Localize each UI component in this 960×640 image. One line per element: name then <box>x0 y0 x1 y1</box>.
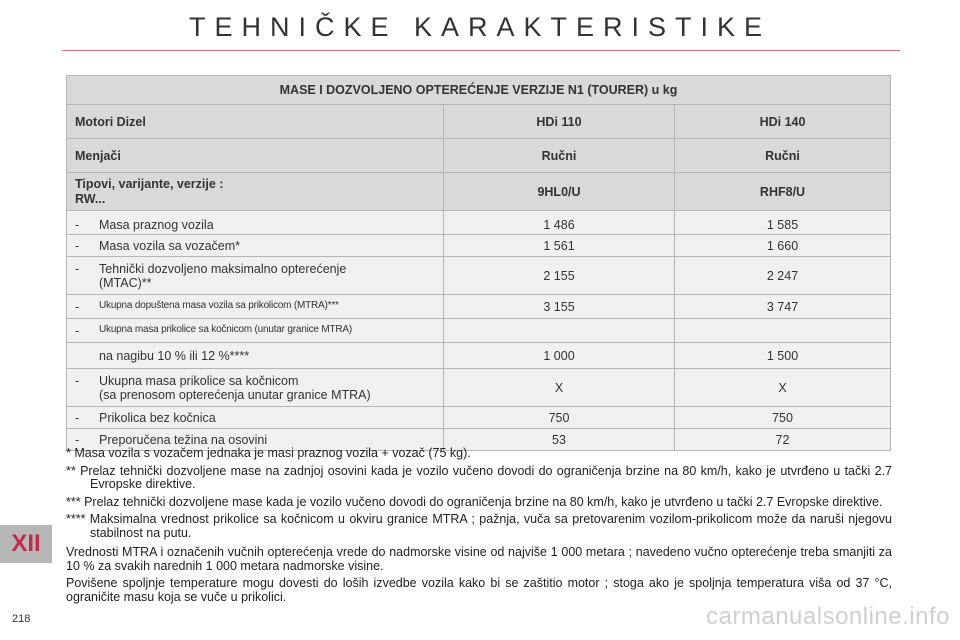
row-dash: - <box>75 238 80 253</box>
row-dash: - <box>75 299 80 314</box>
info-paragraph: Povišene spoljnje temperature mogu dovesti do loših izvedbe vozila kako bi se zaštitio motor ; stoga ako je spoljnja temperatura viša od 37 °C, ograničite masu koja se vuče u prikolici. <box>66 576 892 604</box>
type-label-line2: RW... <box>75 191 106 206</box>
notes-section <box>66 447 892 604</box>
row-label: Masa praznog vozila <box>99 218 214 232</box>
row-value-1: 3 155 <box>444 295 675 319</box>
table-row <box>67 319 891 343</box>
row-value-1: X <box>444 369 675 407</box>
type-label-line1: Tipovi, varijante, verzije : <box>75 176 224 191</box>
chapter-tab <box>0 525 52 563</box>
row-dash: - <box>75 373 80 388</box>
row-value-2: 1 660 <box>675 235 891 257</box>
row-label: Masa vozila sa vozačem* <box>99 238 241 253</box>
engine-row <box>67 105 891 139</box>
type-value-1: 9HL0/U <box>444 173 675 211</box>
type-value-2: RHF8/U <box>675 173 891 211</box>
row-value-2: 72 <box>675 429 891 451</box>
table-row <box>67 407 891 429</box>
row-label: Prikolica bez kočnica <box>99 410 216 425</box>
chapter-label: XII <box>11 530 41 557</box>
gearbox-value-1: Ručni <box>444 139 675 173</box>
page-number: 218 <box>12 613 31 625</box>
row-value-2 <box>675 319 891 343</box>
row-dash: - <box>75 323 80 338</box>
table-row <box>67 257 891 295</box>
row-label-line2: (MTAC)** <box>99 275 152 290</box>
row-value-2: X <box>675 369 891 407</box>
row-label-line1: Ukupna masa prikolice sa kočnicom <box>99 373 299 388</box>
engine-value-2: HDi 140 <box>675 105 891 139</box>
row-value-2: 2 247 <box>675 257 891 295</box>
table-row <box>67 211 891 235</box>
row-label-line1: Tehnički dozvoljeno maksimalno opterećenje <box>99 261 347 276</box>
row-value-2: 3 747 <box>675 295 891 319</box>
row-dash: - <box>75 432 80 447</box>
engine-value-1: HDi 110 <box>444 105 675 139</box>
table-row <box>67 295 891 319</box>
row-dash: - <box>75 410 80 425</box>
footnote: **** Maksimalna vrednost prikolice sa kočnicom u okviru granice MTRA ; pažnja, vuča sa pretovarenim vozilom-prikolicom može da naruši njegovu stabilnost na putu. <box>66 512 892 540</box>
row-label: Ukupna dopuštena masa vozila sa prikolicom (MTRA)*** <box>99 299 339 311</box>
page-title: TEHNIČKE KARAKTERISTIKE <box>188 12 772 42</box>
table-caption-row <box>67 76 891 105</box>
watermark: carmanualsonline.info <box>706 603 950 630</box>
footnote: ** Prelaz tehnički dozvoljene mase na zadnjoj osovini kada je vozilo vučeno dovodi do ograničenja brzine na 80 km/h, kako je utvrđeno u tački 2.7 Evropske direktive. <box>66 463 892 491</box>
gearbox-label: Menjači <box>67 139 444 173</box>
engine-label: Motori Dizel <box>67 105 444 139</box>
gearbox-value-2: Ručni <box>675 139 891 173</box>
type-row <box>67 173 891 211</box>
row-value-2: 1 585 <box>675 211 891 235</box>
table-row <box>67 235 891 257</box>
footnote: * Masa vozila s vozačem jednaka je masi praznog vozila + vozač (75 kg). <box>66 446 471 460</box>
row-value-1: 53 <box>444 429 675 451</box>
row-dash: - <box>75 218 80 232</box>
row-label: Ukupna masa prikolice sa kočnicom (unutar granice MTRA) <box>99 323 352 335</box>
row-value-2: 1 500 <box>675 343 891 369</box>
row-value-1: 1 561 <box>444 235 675 257</box>
row-dash: - <box>75 261 80 276</box>
table-caption: MASE I DOZVOLJENO OPTEREĆENJE VERZIJE N1 (TOURER) u kg <box>67 76 891 105</box>
title-divider <box>62 50 900 51</box>
info-paragraph: Vrednosti MTRA i označenih vučnih opterećenja vrede do nadmorske visine od najviše 1 000 metara ; navedeno vučno opterećenje treba smanjiti za 10 % za svakih narednih 1 000 metara nadmorske visine. <box>66 545 892 573</box>
footnote: *** Prelaz tehnički dozvoljene mase kada je vozilo vučeno dovodi do ograničenja brzine na 80 km/h, kako je utvrđeno u tački 2.7 Evropske direktive. <box>66 494 883 509</box>
row-value-1: 1 486 <box>444 211 675 235</box>
row-label-line2: (sa prenosom opterećenja unutar granice MTRA) <box>99 387 371 402</box>
row-value-1 <box>444 319 675 343</box>
gearbox-row <box>67 139 891 173</box>
row-label: na nagibu 10 % ili 12 %**** <box>99 348 250 363</box>
mass-specification-table <box>66 75 891 451</box>
row-value-1: 1 000 <box>444 343 675 369</box>
type-label <box>67 173 444 211</box>
table-row <box>67 343 891 369</box>
row-value-1: 750 <box>444 407 675 429</box>
row-label: Preporučena težina na osovini <box>99 432 268 447</box>
row-value-1: 2 155 <box>444 257 675 295</box>
table-row <box>67 369 891 407</box>
row-value-2: 750 <box>675 407 891 429</box>
